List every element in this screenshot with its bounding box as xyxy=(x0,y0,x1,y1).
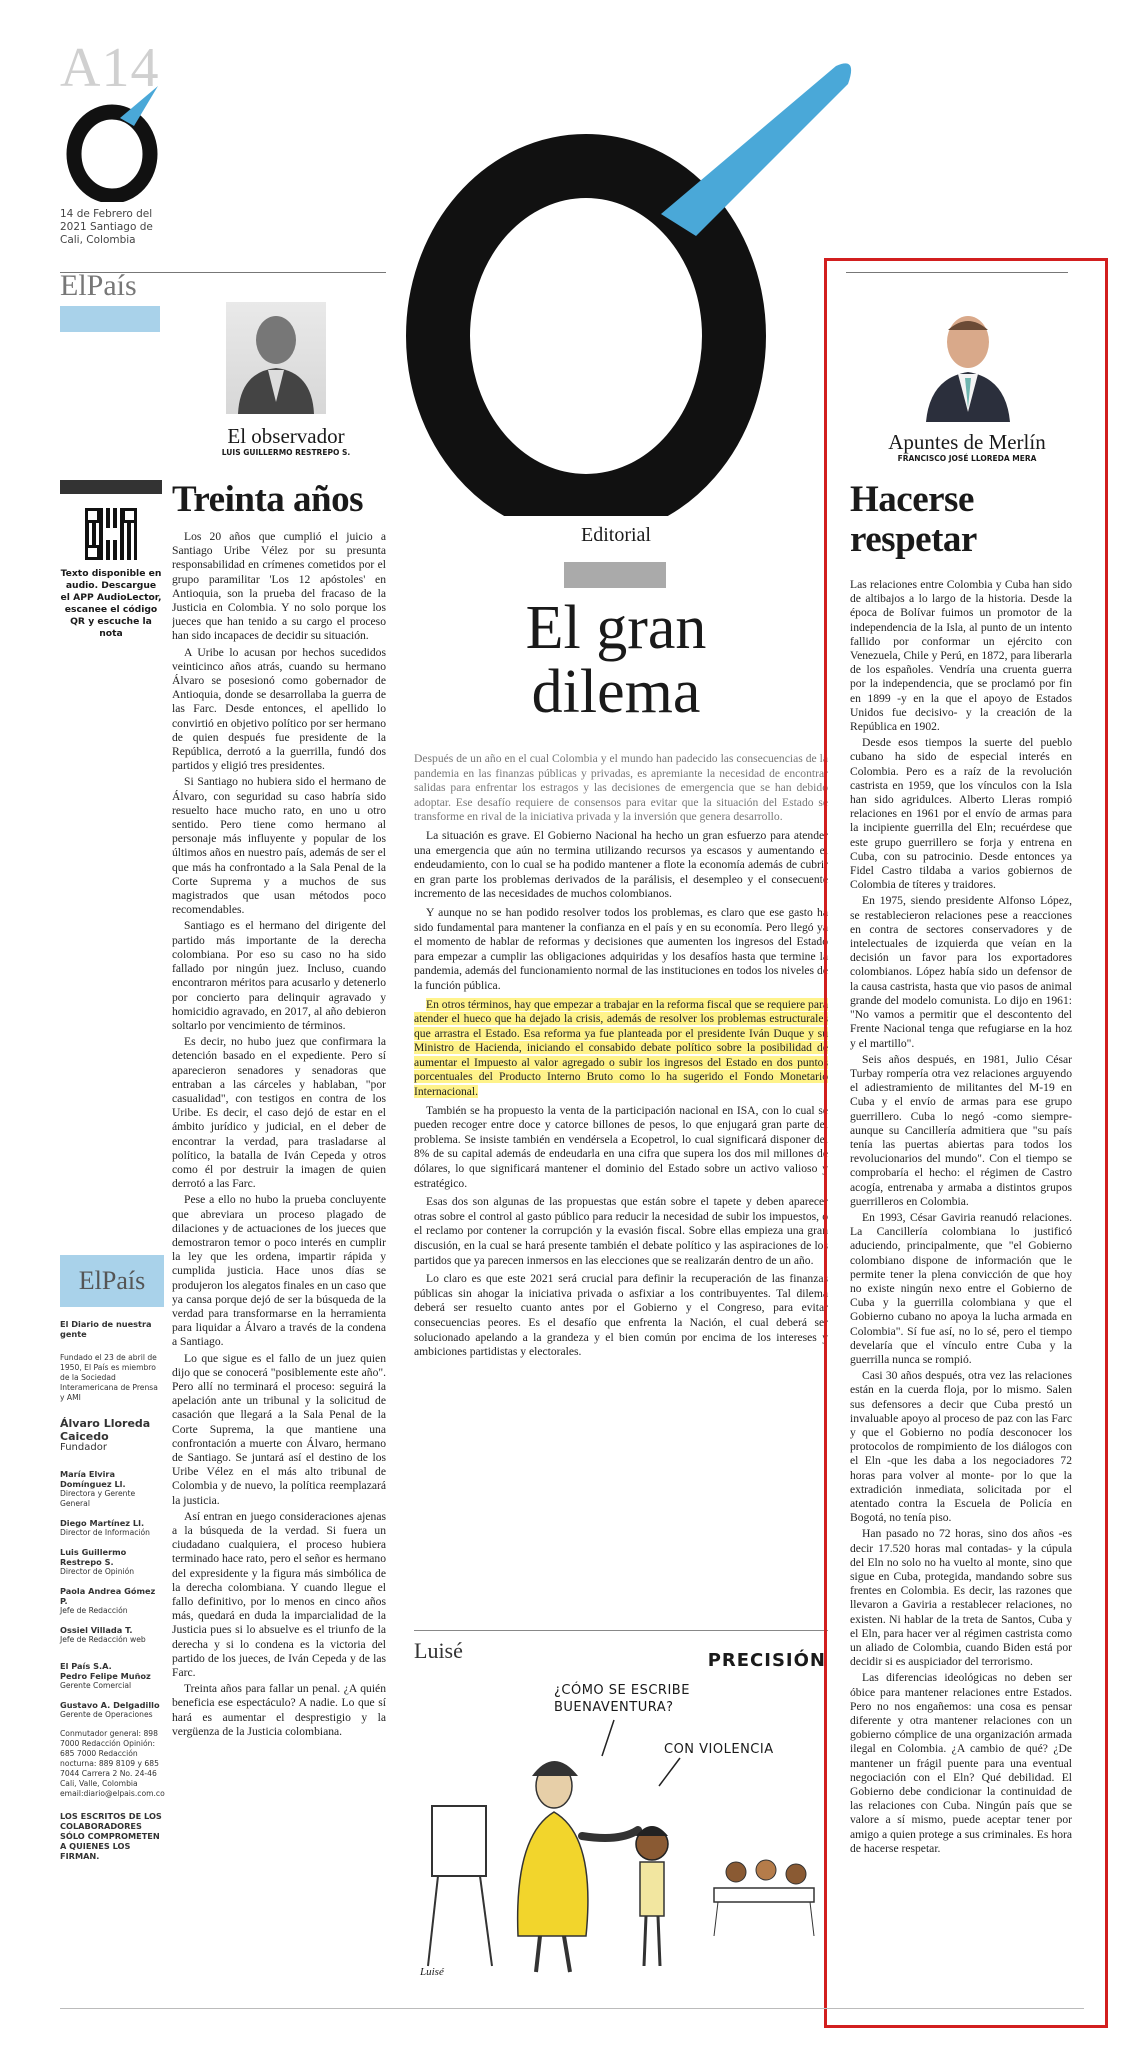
masthead-founded: Fundado el 23 de abril de 1950, El País es miembro de la Sociedad Interamericana de Prensa y AMI xyxy=(60,1353,158,1402)
highlight-text: En otros términos, hay que empezar a trabajar en la reforma fiscal que se requiere para atender el hueco que ha dejado la crisis, además de resolver los problemas estructurales que arrastra el Estado. Esa reforma ya fue planteada por el presidente Iván Duque y su Ministro de Hacienda, iniciando el consabido debate político sobre la posibilidad de aumentar el Impuesto al valor agregado o subir los ingresos del Estado en dos puntos porcentuales del Producto Interno Bruto como lo ha sugerido el Fondo Monetario Internacional. xyxy=(414,997,828,1099)
founder-name: Álvaro Lloreda Caicedo xyxy=(60,1417,151,1443)
editorial-headline-line2: dilema xyxy=(531,658,701,726)
audio-box-bar xyxy=(60,480,162,494)
staff-role: Director de Opinión xyxy=(60,1567,135,1576)
paragraph: Las relaciones entre Colombia y Cuba han sido de altibajos a lo largo de la historia. Desde la época de Bolívar fuimos un promotor de la independencia de la Isla, al punto de un intento fallido por conformar un ejército con Venezuela, Chile y Perú, en 1872, para liberarla de los españoles. Vendría una cruenta guerra por la independencia, que se proclamó por fin en 1899 -y en la que el apoyo de Estados Unidos fue decisivo- y la creación de la República en 1902. xyxy=(850,578,1072,734)
cartoon-rule xyxy=(414,1630,828,1631)
brand-bar xyxy=(60,306,160,332)
founder-role: Fundador xyxy=(60,1442,107,1453)
masthead-logo-text: ElPaís xyxy=(78,1266,146,1295)
staff-role: Jefe de Redacción xyxy=(60,1606,128,1615)
paragraph: Así entran en juego consideraciones ajenas a la búsqueda de la verdad. Si fuera un ciudadano cualquiera, el proceso hubiera terminado hace rato, pero el señor es hermano del expresidente y la figura más simbólica de la derecha colombiana. Y cuando llegue el fallo definitivo, por lo menos en cinco años más, quedará en duda la imparcialidad de la Justicia pues si lo absuelve es el triunfo de la derecha y si lo condena es la victoria del partido de los jueces, de Iván Cepeda y de las Farc. xyxy=(172,1509,386,1680)
paragraph: Casi 30 años después, otra vez las relaciones están en la cuerda floja, por lo mismo. Salen sus defensores a decir que Cuba prestó un invaluable apoyo al proceso de paz con las Farc y que el Gobierno no podía desconocer los protocolos de rompimiento de los diálogos con el Eln -que les daba a los negociadores 72 horas para volver al monte- por lo que la extradición inmediata, solicitada por el atentado contra la Escuela de Policía en Bogotá, no tenía piso. xyxy=(850,1369,1072,1525)
paragraph: Treinta años para fallar un penal. ¿A quién beneficia ese espectáculo? A nadie. Lo que sí hará es aumentar el desprestigio y la vergüenza de la Justicia colombiana. xyxy=(172,1682,386,1738)
paragraph: La situación es grave. El Gobierno Nacional ha hecho un gran esfuerzo para atender una emergencia que aún no termina utilizando recursos ya escasos y aumentando el endeudamiento, con lo cual se ha podido mantener a flote la economía además de cubrir en gran parte los problemas derivados de la parálisis, el desempleo y el consecuente incremento de las necesidades de muchos colombianos. xyxy=(414,828,828,901)
cartoon-drawing xyxy=(414,1636,830,1988)
editorial-headline xyxy=(396,596,836,724)
masthead-contact: Conmutador general: 898 7000 Redacción Opinión: 685 7000 Redacción nocturna: 889 8109 y 685 7044 Carrera 2 No. 24-46 Cali, Valle, Colombia email:diario@elpais.com.co xyxy=(60,1729,165,1798)
elpais-logo-top xyxy=(60,268,160,332)
annotation-highlight-box xyxy=(824,258,1108,2028)
staff-role: Director de Información xyxy=(60,1528,150,1537)
paragraph: Lo claro es que este 2021 será crucial para definir la recuperación de las finanzas públicas sin ahogar la iniciativa privada o asfixiar a los contribuyentes. Tal dilema deberá ser resuelto cuanto antes por el Gobierno y el Congreso, para evitar consecuencias peores. Es el desafío que enfrenta la Nación, el cual deberá ser solucionado apelando a la grandeza y el bien común por encima de los intereses y ambiciones partidistas y electorales. xyxy=(414,1272,828,1359)
columnist-photo-left xyxy=(226,302,326,414)
cartoon-signature: Luisé xyxy=(420,1966,444,1978)
cartoon xyxy=(414,1636,830,1988)
paragraph: Santiago es el hermano del dirigente del partido más importante de la derecha colombiana. Por eso su caso no ha sido fallado por ningún juez. Incluso, cuando encontraron méritos para acusarlo y detenerlo por concierto para delinquir agravado y homicidio agravado, en 2017, al año debieron soltarlo por vencimiento de términos. xyxy=(172,919,386,1032)
column-name-right: Apuntes de Merlín xyxy=(888,430,1046,454)
date-line: 14 de Febrero del 2021 Santiago de Cali, Colombia xyxy=(60,208,153,246)
author-left: LUIS GUILLERMO RESTREPO S. xyxy=(221,448,351,457)
highlighted-paragraph xyxy=(414,998,828,1100)
article-body-left xyxy=(172,530,386,1980)
masthead-logo-box xyxy=(60,1255,164,1307)
cartoon-bubble-student: CON VIOLENCIA xyxy=(664,1742,774,1757)
footer-rule xyxy=(60,2008,1084,2009)
staff-name: Luis Guillermo Restrepo S. xyxy=(60,1547,127,1567)
paragraph: A Uribe lo acusan por hechos sucedidos veinticinco años atrás, cuando su hermano Álvaro se posesionó como gobernador de Antioquia, donde se desarrollaba la guerra de las Farc. Desde entonces, el apellido lo convirtió en objetivo político por ser hermano de quien después fue presidente de la República, derrotó a la guerrilla, fundó dos partidos y eligió tres presidentes. xyxy=(172,645,386,773)
paragraph: Seis años después, en 1981, Julio César Turbay rompería otra vez relaciones arguyendo el adiestramiento de militantes del M-19 en Cuba y el envío de armas para ese grupo guerrillero. Cuba lo negó -como siempre- aunque su Cancillería admitiera que "su país tenía las puertas abiertas para todos los revolucionarios del mundo". Con el tiempo se comprobaría el hecho: el régimen de Castro acogía, entrenaba y armaba a distintos grupos guerrilleros en Colombia. xyxy=(850,1052,1072,1208)
paragraph: Las diferencias ideológicas no deben ser óbice para mantener relaciones entre Estados. Pero no nos engañemos: una cosa es pensar diferente y otra mantener relaciones con un gobierno cómplice de una organización armada ilegal en Colombia. ¿A cambio de qué? ¿De mantener un frágil puente para una eventual negociación con el Eln? Qué debilidad. El Gobierno debe condicionar la continuidad de las relaciones con Cuba. Ningún país que se valore a sí mismo, puede aceptar tener por amigo a quien protege a sus criminales. Es hora de hacerse respetar. xyxy=(850,1671,1072,1855)
section-logo-glyph xyxy=(62,82,172,202)
staff-role: Jefe de Redacción web xyxy=(60,1635,146,1644)
column-name-left: El observador xyxy=(227,424,345,448)
staff-name: María Elvira Domínguez Ll. xyxy=(60,1469,126,1489)
editorial-kicker: Editorial xyxy=(581,524,651,546)
paragraph: Pese a ello no hubo la prueba concluyente que abreviara un proceso plagado de dilaciones y de actuaciones de los jueces que demostraron temor o poco interés en cumplir la ley que les ordena, impartir rápida y cumplida justicia. Hace unos días se produjeron los alegatos finales en un caso que ya cansa porque dejó de ser la búsqueda de la verdad para transformarse en la herramienta para liquidar a Álvaro a través de la condena a Santiago. xyxy=(172,1193,386,1349)
staff-name: Pedro Felipe Muñoz xyxy=(60,1671,151,1681)
paragraph: En 1975, siendo presidente Alfonso López, se restablecieron relaciones pese a reacciones en contra de sectores conservadores y de intelectuales de izquierda que veían en la decisión un favor para los exportadores colombianos. López había sido un defensor de la causa castrista, hasta que vio pasos de animal grande del modelo comunista. Lo dijo en 1961: "No vamos a permitir que el descontento del Frente Nacional tenga que refugiarse en la hoz y el martillo". xyxy=(850,894,1072,1050)
paragraph: Lo que sigue es el fallo de un juez quien dijo que se conocerá "posiblemente este año". Pero allí no terminará el proceso: seguirá la apelación ante un tribunal y la solicitud de casación que llegará a la Sala Penal de la Corte Suprema, la que mantiene una confrontación a muerte con Álvaro, hermano de Santiago. Se juntará así el destino de los Uribe Vélez en el más alto tribunal de Colombia y de nuevo, la política reemplazará la justicia. xyxy=(172,1351,386,1507)
masthead-tagline: El Diario de nuestra gente xyxy=(60,1319,152,1339)
paragraph: Y aunque no se han podido resolver todos los problemas, es claro que ese gasto ha sido fundamental para mantener la confianza en el país y en su economía. Pero llegó ya el momento de hablar de reformas y decisiones que aumenten los ingresos del Estado para empezar a cumplir las obligaciones adquiridas y los desafíos hasta que termine la pandemia, además del funcionamiento normal de las instituciones en todos los niveles de la función pública. xyxy=(414,905,828,992)
audio-box xyxy=(60,480,162,640)
staff-name: Paola Andrea Gómez P. xyxy=(60,1586,156,1606)
headline-right: Hacerse respetar xyxy=(850,479,977,560)
cartoon-title: PRECISIÓN xyxy=(707,1650,826,1671)
editorial-body xyxy=(414,752,828,1612)
section-logo-small xyxy=(62,82,172,202)
giant-section-glyph xyxy=(396,36,856,516)
editorial-kicker-bar xyxy=(564,562,666,588)
brand-text: ElPaís xyxy=(60,269,137,302)
headline-left: Treinta años xyxy=(172,479,364,520)
editorial-headline-line1: El gran xyxy=(525,594,707,662)
paragraph: También se ha propuesto la venta de la participación nacional en ISA, con lo cual se pueden recoger entre doce y catorce billones de pesos, lo que enjugará gran parte del problema. Se insiste también en vendérsela a Ecopetrol, lo cual significará disponer del 8% de su capital además de endeudarla en una cifra que supera los dos mil millones de dólares, lo que significará mantener el dominio del Estado sobre un activo valioso y estratégico. xyxy=(414,1103,828,1190)
editorial-intro: Después de un año en el cual Colombia y el mundo han padecido las consecuencias de la pandemia en las finanzas públicas y privadas, es apremiante la necesidad de encontrar salidas para enfrentar los estragos y las decisiones de emergencia que se han debido adoptar. Ese desafío requiere de consensos para evitar que la situación del Estado se transforme en rival de la iniciativa privada y la inversión que genera desarrollo. xyxy=(414,752,828,824)
paragraph: Si Santiago no hubiera sido el hermano de Álvaro, con seguridad su caso habría sido resuelto hace mucho rato, en uno u otro sentido. Pero tiene como hermano al personaje más influyente y popular de los últimos años en nuestro país, además de ser el que más ha confrontado a la Sala Penal de la Corte Suprema y a muchos de sus magistrados que usan métodos poco recomendables. xyxy=(172,775,386,917)
qr-code-icon[interactable] xyxy=(85,508,137,560)
audio-box-text: Texto disponible en audio. Descargue el APP AudioLector, escanee el código QR y escuche la nota xyxy=(60,568,162,639)
paragraph: Han pasado no 72 horas, sino dos años -es decir 17.520 horas mal contadas- y la cúpula del Eln no solo no ha vuelto al monte, sino que sigue en Cuba, protegida, mandando sobre sus frentes en Colombia. Es decir, las razones que llevaron a Gaviria a restablecer relaciones, no existen. Ni hablar de la treta de Santos, Cuba y el Eln, para hacer ver al régimen castrista como un aliado de Colombia, cuando Biden está por decidir si es auspiciador del terrorismo. xyxy=(850,1527,1072,1669)
company-name: El País S.A. xyxy=(60,1661,112,1671)
staff-role: Directora y Gerente General xyxy=(60,1489,136,1508)
paragraph: Es decir, no hubo juez que confirmara la detención basado en el expediente. Pero sí aparecieron senadores y senadoras que entraban a las cárceles y hablaban, "por casualidad", con testigos en contra de los Uribe. Es decir, el caso dejó de estar en el ámbito jurídico y judicial, en el deber de encontrar la verdad, para trasladarse al político, la batalla de Iván Cepeda y otros como él por destruir la imagen de quien derrotó a las Farc. xyxy=(172,1035,386,1191)
staff-role: Gerente de Operaciones xyxy=(60,1710,153,1719)
staff-role: Gerente Comercial xyxy=(60,1681,132,1690)
cartoon-bubble-teacher: ¿CÓMO SE ESCRIBE BUENAVENTURA? xyxy=(554,1683,690,1715)
masthead-sidebar xyxy=(60,1255,164,1861)
paragraph: Esas dos son algunas de las propuestas que están sobre el tapete y deben aparecer otras sobre el control al gasto público para reducir la necesidad de subir los impuestos, o el reclamo por contener la corrupción y la evasión fiscal. Sobre ellas empieza una gran discusión, en la cual se hará presente también el debate político y las aspiraciones de los partidos que ya parecen inmersos en las elecciones que se realizarán dentro de un año. xyxy=(414,1195,828,1267)
staff-name: Ossiel Villada T. xyxy=(60,1625,133,1635)
paragraph: En 1993, César Gaviria reanudó relaciones. La Cancillería colombiana lo justificó aduciendo, principalmente, que "el Gobierno colombiano dispone de información que le permite tener la plena convicción de que hoy no existe ningún nexo entre el Gobierno de Cuba y la guerrilla colombiana y que el Gobierno cubano no apoya la lucha armada en Colombia". Sí fue así, no lo sé, pero el tiempo develaría que el vínculo entre Cuba y la guerrilla nunca se rompió. xyxy=(850,1210,1072,1366)
cartoon-artist: Luisé xyxy=(414,1638,463,1663)
page-number: A14 xyxy=(60,37,160,99)
staff-name: Diego Martínez Ll. xyxy=(60,1518,145,1528)
masthead-disclaimer: LOS ESCRITOS DE LOS COLABORADORES SÓLO COMPROMETEN A QUIENES LOS FIRMAN. xyxy=(60,1811,162,1861)
staff-name: Gustavo A. Delgadillo xyxy=(60,1700,160,1710)
author-right: FRANCISCO JOSÉ LLOREDA MERA xyxy=(897,454,1037,463)
paragraph: Desde esos tiempos la suerte del pueblo cubano ha sido de especial interés en Colombia. Pero es a raíz de la revolución castrista en 1959, que los vínculos con la Isla han sido agridulces. Alberto Lleras rompió relaciones en 1961 por el envío de armas para la incipiente guerrilla del Eln; recuérdese que este grupo guerrillero se forja y entrena en Cuba, con su patrocinio. Desde entonces ya Fidel Castro tildaba a varios gobiernos de Colombia de títeres y traidores. xyxy=(850,736,1072,892)
paragraph: Los 20 años que cumplió el juicio a Santiago Uribe Vélez por su presunta responsabilidad en crímenes cometidos por el grupo paramilitar 'Los 12 apóstoles' en Antioquia, son la prueba del fracaso de la Justicia en Colombia. Y no solo porque los jueces que han tenido a su cargo el proceso han sido incapaces de decidir su situación. xyxy=(172,530,386,643)
